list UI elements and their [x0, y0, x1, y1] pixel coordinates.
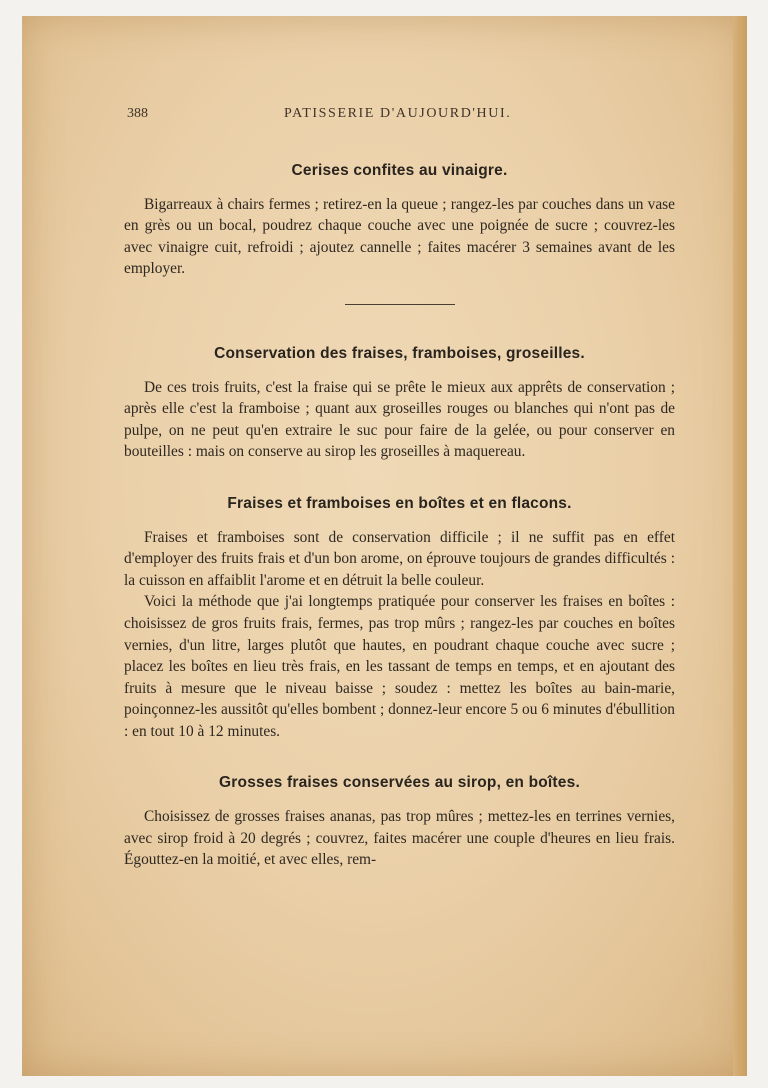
paragraph: Bigarreaux à chairs fermes ; retirez-en la queue ; rangez-les par couches dans un vase en grès ou un bocal, poudrez chaque couche avec une poignée de sucre ; couvrez-les avec vinaigre cuit, refroidi ; ajoutez cannelle ; faites macérer 3 semaines avant de les employer.	[124, 195, 675, 278]
section-divider	[345, 304, 455, 305]
running-title: PATISSERIE D'AUJOURD'HUI.	[284, 106, 512, 121]
page-number: 388	[127, 106, 148, 121]
page-header	[0, 102, 768, 126]
paragraph: Voici la méthode que j'ai longtemps pratiquée pour conserver les fraises en boîtes : choisissez de gros fruits frais, fermes, pas trop mûrs ; rangez-les par couches en boîtes vernies, d'un litre, larges plutôt que hautes, en poudrant chaque couche avec sucre ; placez les boîtes en lieu très frais, en les tassant de temps en temps, et en ajoutant des fruits à mesure que le niveau baisse ; soudez : mettez les boîtes au bain-marie, poinçonnez-les aussitôt qu'elles bombent ; donnez-leur encore 5 ou 6 minutes d'ébullition : en tout 10 à 12 minutes.	[124, 593, 675, 740]
paragraph: Fraises et framboises sont de conservation difficile ; il ne suffit pas en effet d'employer des fruits frais et d'un bon arome, on éprouve toujours de grandes difficultés : la cuisson en affaiblit l'arome et en détruit la belle couleur.	[124, 528, 675, 589]
section-title-conservation: Conservation des fraises, framboises, groseilles.	[214, 344, 585, 362]
page-edge	[733, 16, 747, 1076]
section-title-grosses-fraises: Grosses fraises conservées au sirop, en boîtes.	[219, 774, 580, 792]
section-title-fraises-framboises: Fraises et framboises en boîtes et en flacons.	[227, 494, 572, 512]
paragraph: Choisissez de grosses fraises ananas, pas trop mûres ; mettez-les en terrines vernies, avec sirop froid à 20 degrés ; couvrez, faites macérer une couple d'heures en lieu frais. Égouttez-en la moitié, et avec elles, rem-	[124, 808, 675, 869]
page-content	[124, 160, 675, 871]
paragraph: De ces trois fruits, c'est la fraise qui se prête le mieux aux apprêts de conservation ; après elle c'est la framboise ; quant aux groseilles rouges ou blanches qui n'ont pas de pulpe, on ne peut qu'en extraire le suc pour faire de la gelée, ou pour conserver en bouteilles : mais on conserve au sirop les groseilles à maquereau.	[124, 378, 675, 461]
section-title-cerises: Cerises confites au vinaigre.	[291, 162, 508, 179]
